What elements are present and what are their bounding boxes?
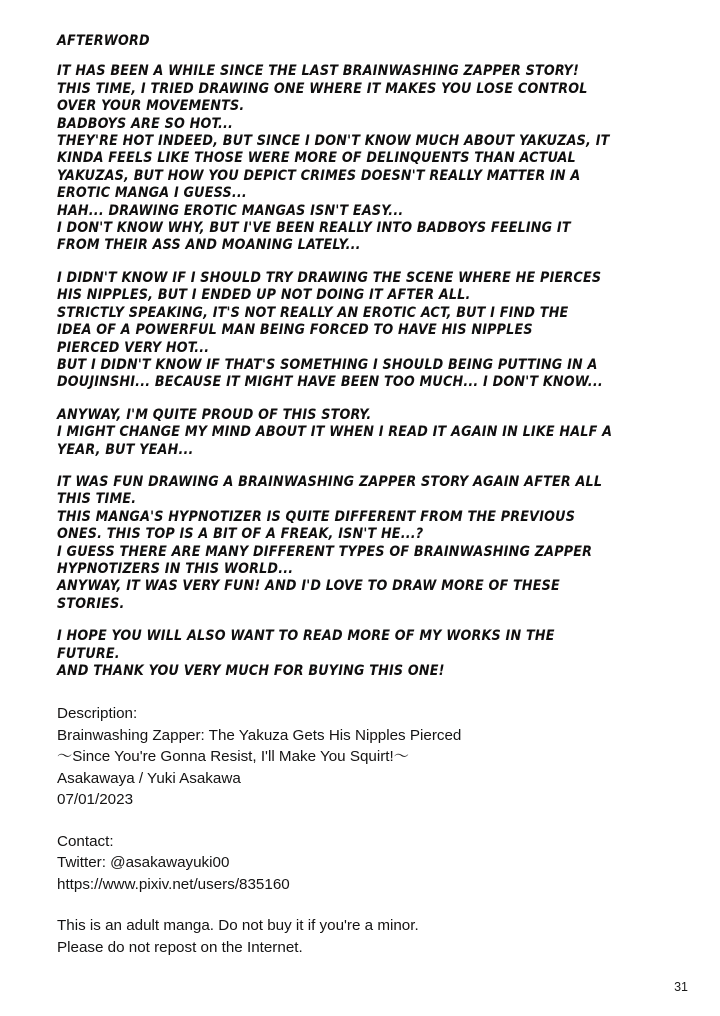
afterword-heading: AFTERWORD [57,32,150,49]
afterword-paragraph-5 [57,627,620,679]
afterword-paragraph-2 [57,269,620,391]
afterword-line: KINDA FEELS LIKE THOSE WERE MORE OF DELINQUENTS THAN ACTUAL [57,149,576,167]
afterword-line: IT WAS FUN DRAWING A BRAINWASHING ZAPPER STORY AGAIN AFTER ALL [57,472,603,490]
contact-block [57,831,637,896]
afterword-line: ANYWAY, I'M QUITE PROUD OF THIS STORY. [57,405,372,423]
description-block [57,703,637,811]
afterword-line: STORIES. [57,594,125,612]
afterword-line: I DIDN'T KNOW IF I SHOULD TRY DRAWING THE SCENE WHERE HE PIERCES [57,268,602,286]
afterword-line: FUTURE. [57,644,120,662]
afterword-line: THIS TIME, I TRIED DRAWING ONE WHERE IT MAKES YOU LOSE CONTROL [57,79,588,97]
adult-notice: This is an adult manga. Do not buy it if you're a minor. [57,917,419,935]
colophon-section [57,703,637,958]
repost-notice: Please do not repost on the Internet. [57,938,303,956]
afterword-line: BUT I DIDN'T KNOW IF THAT'S SOMETHING I SHOULD BEING PUTTING IN A [57,355,598,373]
afterword-line: AND THANK YOU VERY MUCH FOR BUYING THIS ONE! [57,662,445,679]
afterword-line: HAH... DRAWING EROTIC MANGAS ISN'T EASY... [57,201,404,219]
afterword-line: IT HAS BEEN A WHILE SINCE THE LAST BRAINWASHING ZAPPER STORY! [57,62,579,80]
afterword-line: I HOPE YOU WILL ALSO WANT TO READ MORE OF MY WORKS IN THE [57,627,555,645]
afterword-line: OVER YOUR MOVEMENTS. [57,97,245,115]
page-number: 31 [674,980,688,994]
page-content [57,32,637,978]
afterword-line: YAKUZAS, BUT HOW YOU DEPICT CRIMES DOESN'T REALLY MATTER IN A [57,166,581,184]
twitter-handle: Twitter: @asakawayuki00 [57,854,230,872]
afterword-line: HIS NIPPLES, BUT I ENDED UP NOT DOING IT AFTER ALL. [57,286,471,304]
description-label: Description: [57,705,138,723]
pixiv-link[interactable]: https://www.pixiv.net/users/835160 [57,875,290,893]
afterword-line: I MIGHT CHANGE MY MIND ABOUT IT WHEN I READ IT AGAIN IN LIKE HALF A [57,423,613,441]
work-title: Brainwashing Zapper: The Yakuza Gets His Nipples Pierced [57,726,462,744]
afterword-line: STRICTLY SPEAKING, IT'S NOT REALLY AN EROTIC ACT, BUT I FIND THE [57,303,569,321]
afterword-line: BADBOYS ARE SO HOT... [57,114,234,132]
afterword-paragraph-4 [57,473,620,612]
afterword-line: I DON'T KNOW WHY, BUT I'VE BEEN REALLY INTO BADBOYS FEELING IT [57,219,571,237]
afterword-line: I GUESS THERE ARE MANY DIFFERENT TYPES OF BRAINWASHING ZAPPER [57,542,593,560]
afterword-line: EROTIC MANGA I GUESS... [57,184,247,202]
afterword-line: THIS MANGA'S HYPNOTIZER IS QUITE DIFFERENT FROM THE PREVIOUS [57,507,576,525]
afterword-line: IDEA OF A POWERFUL MAN BEING FORCED TO HAVE HIS NIPPLES [57,321,533,339]
afterword-line: YEAR, BUT YEAH... [57,440,194,458]
afterword-line: PIERCED VERY HOT... [57,338,210,356]
afterword-line: THEY'RE HOT INDEED, BUT SINCE I DON'T KNOW MUCH ABOUT YAKUZAS, IT [57,132,610,150]
afterword-line: FROM THEIR ASS AND MOANING LATELY... [57,236,361,254]
afterword-line: HYPNOTIZERS IN THIS WORLD... [57,559,294,577]
afterword-line: DOUJINSHI... BECAUSE IT MIGHT HAVE BEEN TOO MUCH... I DON'T KNOW... [57,373,603,391]
afterword-line: THIS TIME. [57,490,137,508]
contact-label: Contact: [57,832,114,850]
notice-block [57,915,637,958]
afterword-paragraph-1 [57,62,620,253]
afterword-paragraph-3 [57,406,620,458]
author-credit: Asakawaya / Yuki Asakawa [57,769,241,787]
publication-date: 07/01/2023 [57,791,134,809]
afterword-line: ANYWAY, IT WAS VERY FUN! AND I'D LOVE TO DRAW MORE OF THESE [57,577,560,595]
work-subtitle: 〜Since You're Gonna Resist, I'll Make You Squirt!〜 [57,748,409,766]
afterword-line: ONES. THIS TOP IS A BIT OF A FREAK, ISN'T HE...? [57,525,424,543]
afterword-section [57,32,620,679]
